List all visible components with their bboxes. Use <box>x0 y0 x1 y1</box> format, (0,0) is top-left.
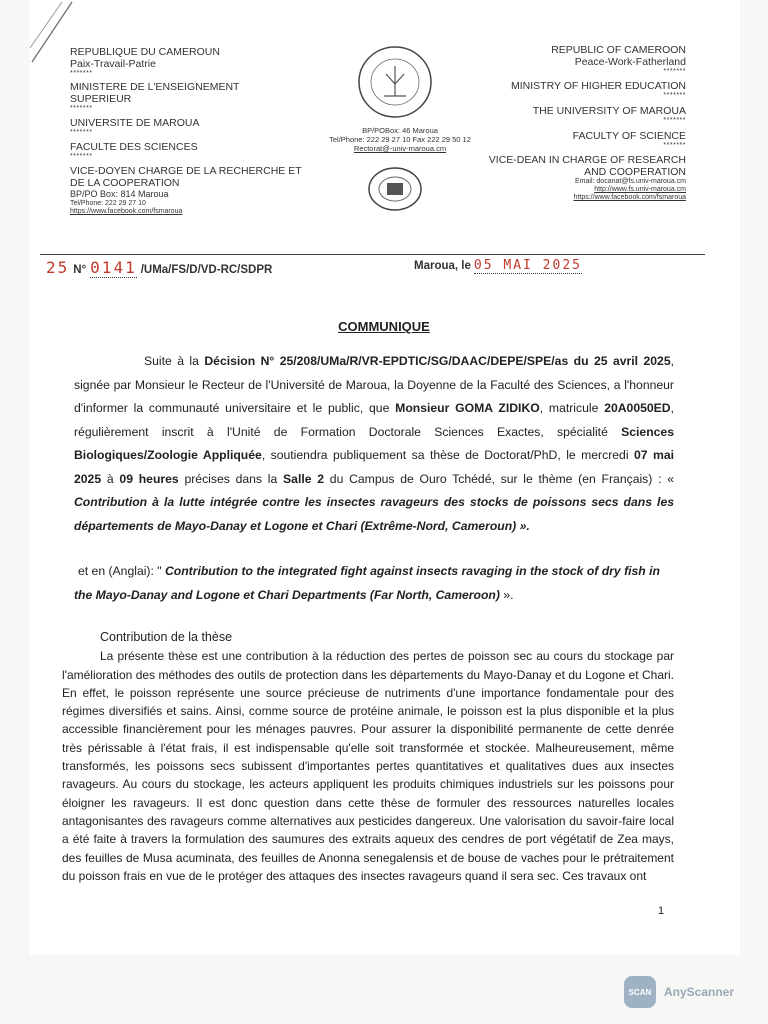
matricule: 20A0050ED <box>604 401 671 415</box>
ministry-fr-1: MINISTERE DE L'ENSEIGNEMENT <box>70 81 240 93</box>
anyscanner-watermark <box>624 976 734 1008</box>
university-en: THE UNIVERSITY OF MAROUA <box>532 105 686 117</box>
place-date <box>414 258 582 274</box>
watermark-label: AnyScanner <box>664 985 735 999</box>
stars-separator: ******* <box>663 117 686 124</box>
specialty: Sciences Biologiques/Zoologie Appliquée <box>74 424 674 462</box>
motto-en: Peace-Work-Fatherland <box>574 56 686 68</box>
faculty-seal-icon <box>367 166 423 212</box>
stars-separator: ******* <box>70 153 93 160</box>
defense-date: 07 mai 2025 <box>74 448 674 486</box>
center-email: Rectorat@-univ-maroua.cm <box>353 144 447 153</box>
defense-room: Salle 2 <box>283 471 325 486</box>
intro-text: , régulièrement inscrit à l'Unité de Formation Doctorale Sciences Exactes, spécialité <box>74 401 674 439</box>
english-end: ». <box>499 587 514 602</box>
intro-text: précises dans la <box>178 471 284 486</box>
intro-text: à <box>101 471 120 486</box>
scan-app-icon: SCAN <box>624 976 656 1008</box>
center-box: BP/POBox: 46 Maroua <box>362 126 438 135</box>
handwritten-date: 05 MAI 2025 <box>473 258 582 273</box>
ministry-en: MINISTRY OF HIGHER EDUCATION <box>510 80 686 92</box>
decision-ref: Décision N° 25/208/UMa/R/VR-EPDTIC/SG/DAAC/DEPE/SPE/as du 25 avril 2025 <box>204 354 671 368</box>
document-title: COMMUNIQUE <box>338 319 430 334</box>
box-fr: BP/PO Box: 814 Maroua <box>70 189 169 199</box>
intro-text: du Campus de Ouro Tchédé, sur le thème (en Français) : « <box>324 471 675 486</box>
country-en: REPUBLIC OF CAMEROON <box>551 44 686 56</box>
center-phone: Tel/Phone: 222 29 27 10 Fax 222 29 50 12 <box>329 135 471 144</box>
english-lead: et en (Anglai): " <box>78 564 165 578</box>
university-fr: UNIVERSITE DE MAROUA <box>70 117 200 129</box>
vicedean-fr-1: VICE-DOYEN CHARGE DE LA RECHERCHE ET <box>70 165 302 177</box>
theme-fr: Contribution à la lutte intégrée contre les insectes ravageurs des stocks de poissons secs dans les départements de Mayo-Danay et Logone et Chari (Extrême-Nord, Cameroun) ». <box>74 495 674 533</box>
defense-time: 09 heures <box>119 471 179 486</box>
stars-separator: ******* <box>70 105 93 112</box>
reference-line <box>46 258 272 278</box>
faculty-en: FACULTY OF SCIENCE <box>572 130 686 142</box>
faculty-fr: FACULTE DES SCIENCES <box>70 141 198 153</box>
email-en: Email: docanat@fs.univ-maroua.cm <box>575 178 686 185</box>
intro-text: , soutiendra publiquement sa thèse de Doctorat/PhD, le mercredi <box>261 448 634 462</box>
page-number: 1 <box>658 905 665 917</box>
phone-fr: Tel/Phone: 222 29 27 10 <box>70 200 146 207</box>
motto-fr: Paix-Travail-Patrie <box>70 58 156 70</box>
header-rule <box>40 254 705 255</box>
vicedean-en-2: AND COOPERATION <box>584 166 686 178</box>
handwritten-number: 0141 <box>90 258 137 277</box>
ministry-fr-2: SUPERIEUR <box>70 93 132 105</box>
stars-separator: ******* <box>70 129 93 136</box>
candidate-name: Monsieur GOMA ZIDIKO <box>395 401 540 415</box>
web2-en: https://www.facebook.com/fsmaroua <box>573 194 686 201</box>
intro-text: , signée par Monsieur le Recteur de l'Université de Maroua, la Doyenne de la Faculté des Sciences, a l'honneur d'informer la communauté universitaire et le public, que <box>74 354 674 415</box>
contribution-text: La présente thèse est une contribution à la réduction des pertes de poisson sec au cours du stockage par l'amélioration des méthodes des outils de protection dans les départements du Mayo-Danay et du Logone et Chari. En effet, le poisson représente une source précieuse de nutriments d'une importance fondamentale pour des régimes diversifiés et sains. Ainsi, comme source de protéine animale, le poisson est la plus disponible et la plus accessible financièrement pour les ménages pauvres. Pour assurer la disponibilité permanente de cette denrée très périssable à l'état frais, il est indispensable qu'elle soit transformée et stockée. Malheureusement, même transformés, les poissons secs subissent d'importantes pertes quantitatives et qualitatives dues aux insectes ravageurs. Au cours du stockage, les acteurs appliquent les produits chimiques industriels sur les poissons pour éloigner les ravageurs. Il est donc question dans cette thèse de formuler des ressources naturelles locales antagonisantes des ravageurs comme alternatives aux pesticides dangereux. Une valorisation du savoir-faire local a été faite à travers la formulation des saumures des extraits aqueux des cendres de port végétatif de Zea mays, des feuilles de Musa acuminata, des feuilles de Anonna senegalensis et de bouse de vaches pour le prétraitement du poisson frais en vue de le protéger des attaques des insectes ravageurs quand il sera sec. Ces travaux ont <box>62 649 674 883</box>
center-contact <box>310 126 490 153</box>
university-seal-icon <box>350 44 440 120</box>
stars-separator: ******* <box>70 70 93 77</box>
vicedean-fr-2: DE LA COOPERATION <box>70 177 180 189</box>
contribution-section <box>62 628 674 885</box>
english-theme <box>74 560 674 607</box>
header-left <box>70 46 302 216</box>
contribution-heading: Contribution de la thèse <box>100 630 233 644</box>
vicedean-en-1: VICE-DEAN IN CHARGE OF RESEARCH <box>488 154 686 166</box>
reference-code: /UMa/FS/D/VD-RC/SDPR <box>140 264 273 276</box>
country-fr: REPUBLIQUE DU CAMEROUN <box>70 46 220 58</box>
intro-paragraph <box>74 350 674 538</box>
stars-separator: ******* <box>663 92 686 99</box>
theme-en: Contribution to the integrated fight against insects ravaging in the stock of dry fish in the Mayo-Danay and Logone et Chari Departments (Far North, Cameroon) <box>74 564 660 602</box>
handwritten-prefix: 25 <box>46 258 70 277</box>
web-fr: https://www.facebook.com/fsmaroua <box>70 208 183 215</box>
intro-text: Suite à la <box>144 354 205 368</box>
stars-separator: ******* <box>663 142 686 149</box>
intro-text: , matricule <box>539 401 605 415</box>
place-label: Maroua, le <box>414 260 471 272</box>
header-right <box>489 44 686 202</box>
faculty-seal <box>367 166 423 212</box>
university-seal <box>350 44 440 120</box>
reference-no-label: N° <box>73 264 87 276</box>
web1-en: http://www.fs.univ-maroua.cm <box>594 186 686 193</box>
stars-separator: ******* <box>663 68 686 75</box>
